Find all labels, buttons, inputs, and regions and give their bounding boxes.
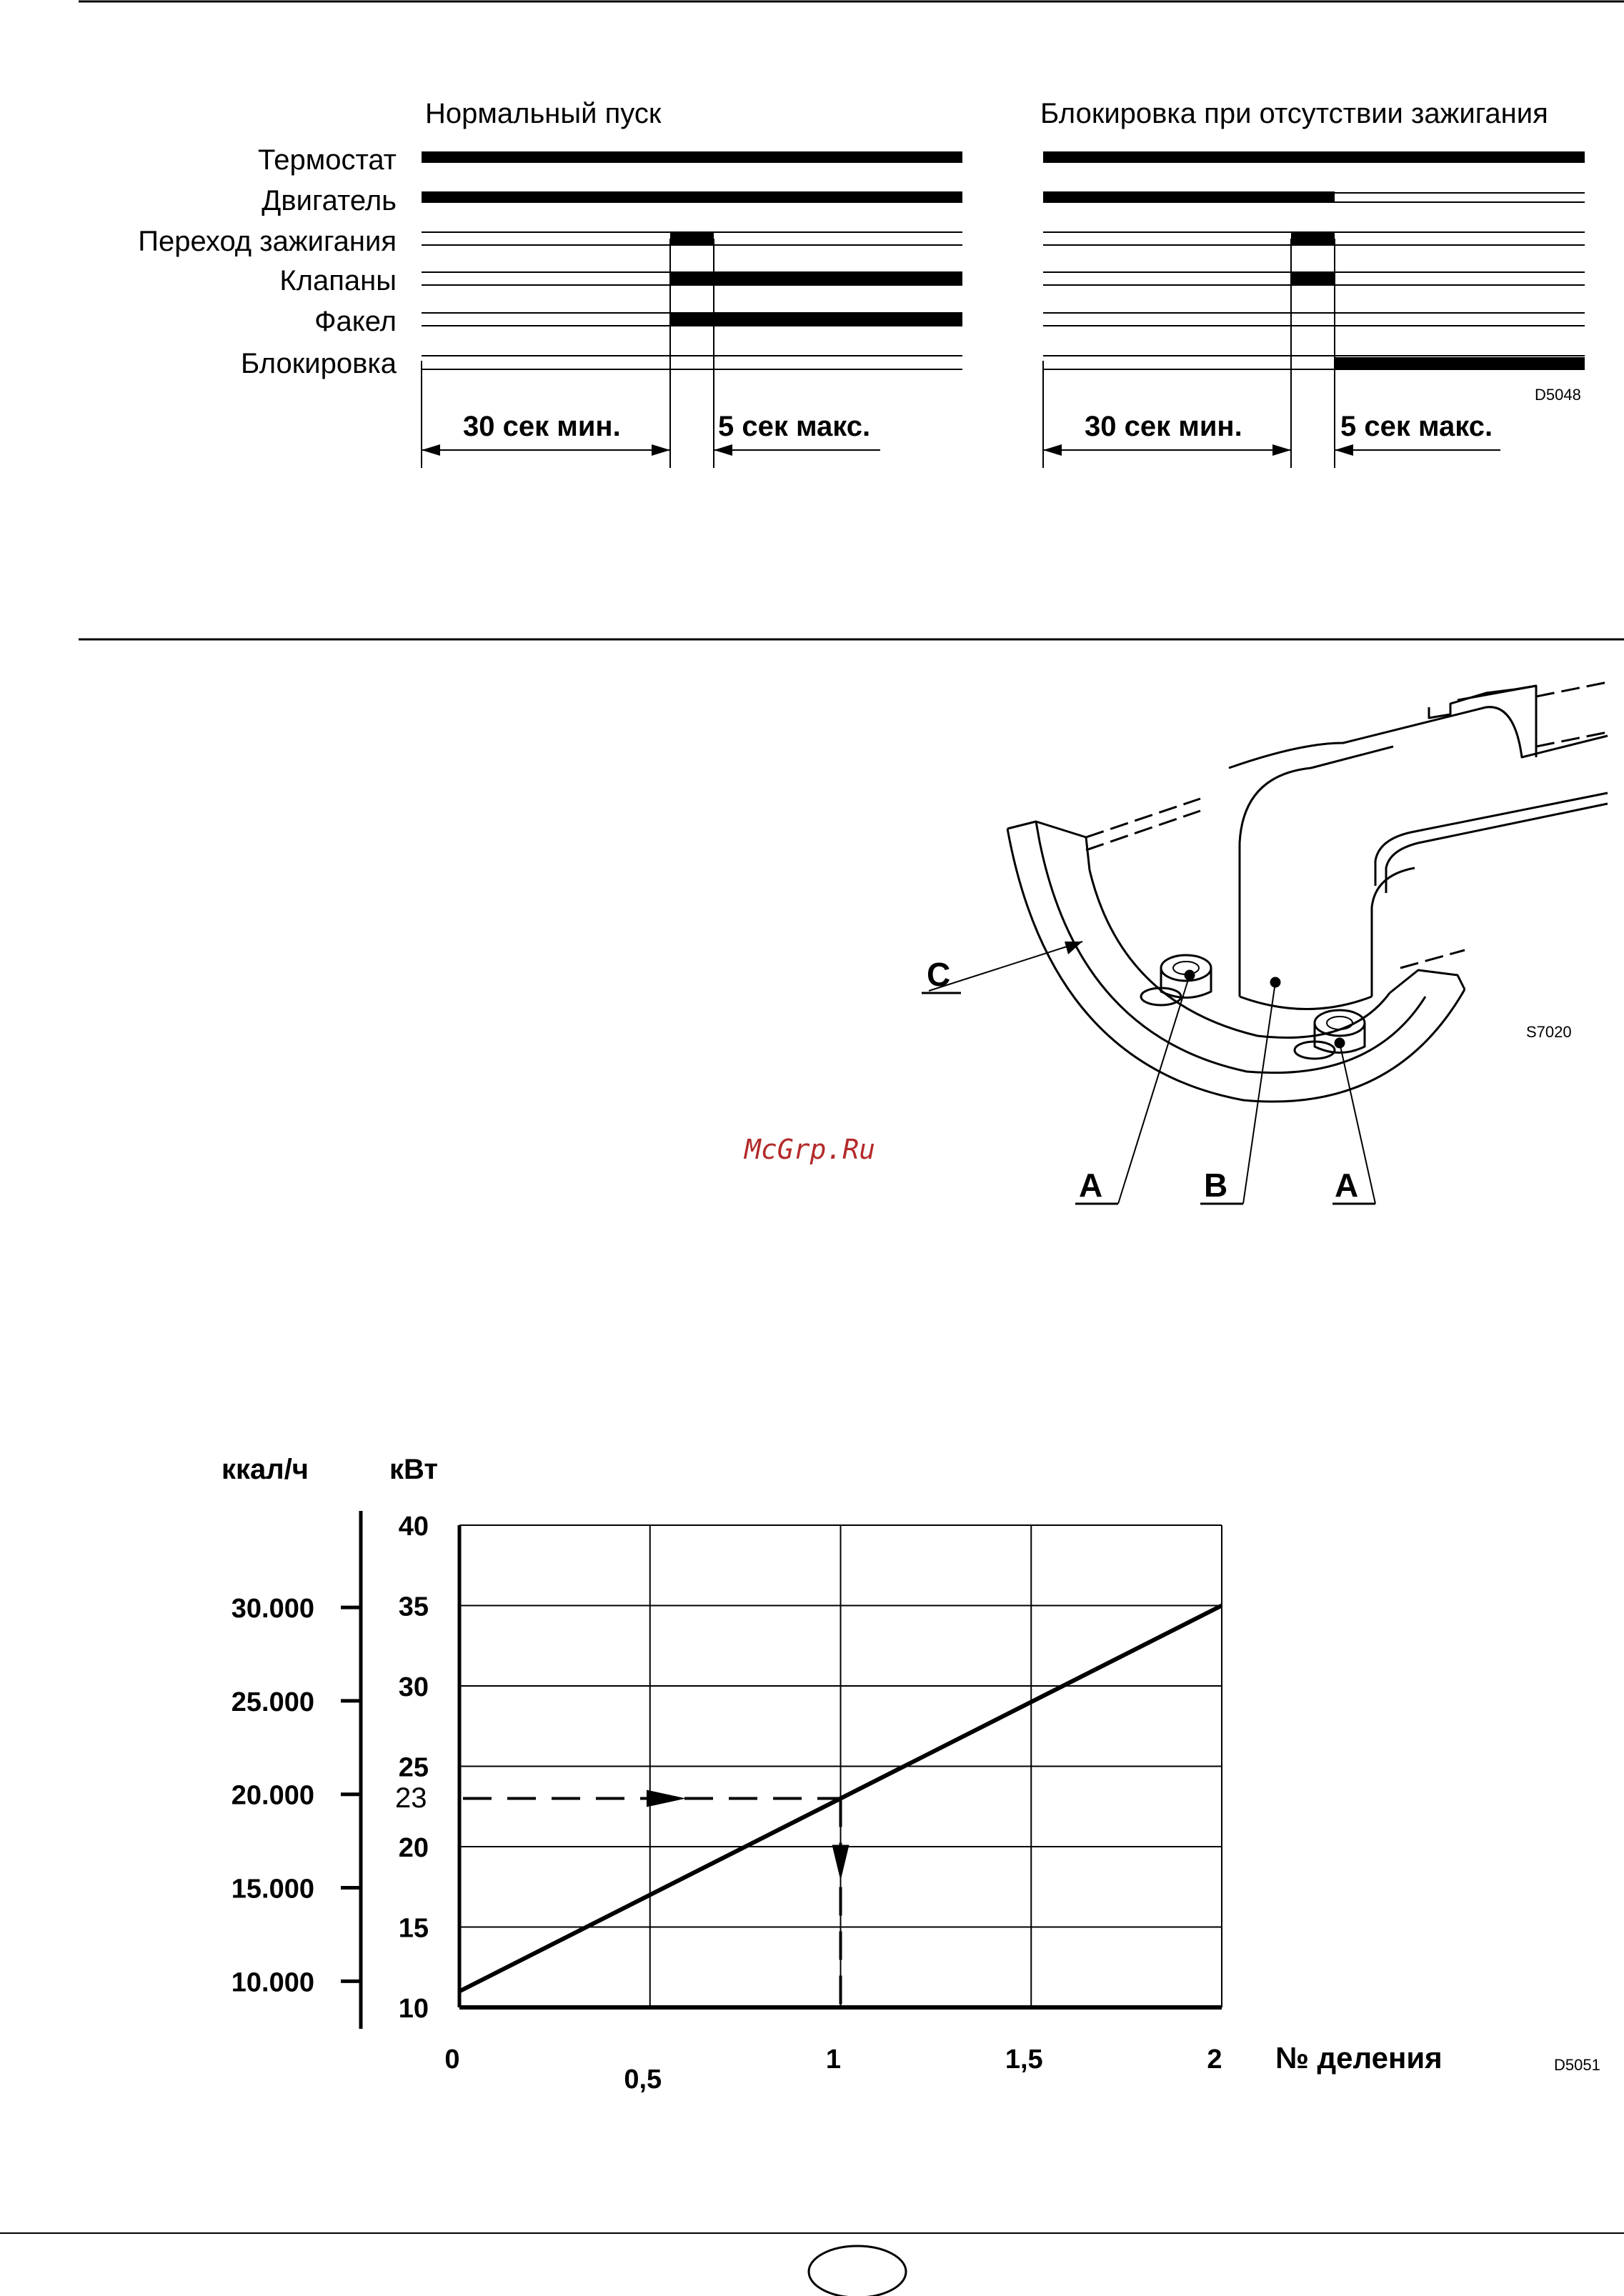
row-label-motor: Двигатель — [261, 185, 397, 216]
right-label-5s: 5 сек макс. — [1340, 411, 1493, 442]
row-label-flame: Факел — [314, 306, 397, 337]
x-tick-label-4: 2 — [1207, 2045, 1222, 2075]
figure-code: S7020 — [1526, 1023, 1572, 1041]
row-label-ignition: Переход зажигания — [138, 226, 397, 257]
timing-right-title: Блокировка при отсутствии зажигания — [1040, 98, 1548, 129]
trough-outer — [1007, 829, 1465, 1102]
chart-ylabel-right: кВт — [389, 1454, 438, 1485]
watermark: McGrp.Ru — [744, 1134, 876, 1165]
y-tick-label-kw-4: 30 — [398, 1672, 429, 1702]
elbow-pipe — [1240, 747, 1393, 997]
x-tick-label-1: 0,5 — [624, 2065, 662, 2095]
manifold — [1229, 707, 1608, 768]
row-label-thermostat: Термостат — [258, 144, 397, 176]
y-tick-label-kw-2: 20 — [398, 1833, 429, 1863]
chart-ylabel-left: ккал/ч — [221, 1454, 309, 1485]
burner-figure — [922, 682, 1608, 1204]
annotation-label: 23 — [395, 1782, 427, 1814]
x-tick-label-0: 0 — [444, 2045, 460, 2075]
annotation-h-arrow — [647, 1790, 686, 1807]
chart-code: D5051 — [1554, 2056, 1600, 2074]
timing-left-title: Нормальный пуск — [425, 98, 662, 129]
row-label-lockout: Блокировка — [240, 348, 397, 379]
kcal-tick-label-3: 25.000 — [231, 1687, 314, 1717]
kcal-tick-label-0: 10.000 — [231, 1967, 314, 1998]
kcal-tick-label-4: 30.000 — [231, 1594, 314, 1624]
kcal-tick-label-1: 15.000 — [231, 1874, 314, 1905]
annotation-v-arrow — [832, 1845, 850, 1881]
y-tick-label-kw-6: 40 — [398, 1512, 429, 1542]
chart — [221, 1454, 1600, 2095]
label-a-right: A — [1335, 1167, 1359, 1204]
label-c: C — [927, 956, 951, 993]
kcal-tick-label-2: 20.000 — [231, 1780, 314, 1811]
right-label-30s: 30 сек мин. — [1085, 411, 1242, 442]
left-label-30s: 30 сек мин. — [463, 411, 621, 442]
y-tick-label-kw-5: 35 — [398, 1592, 429, 1622]
row-label-valves: Клапаны — [279, 265, 397, 296]
label-b: B — [1204, 1167, 1228, 1204]
page-number-oval — [809, 2246, 906, 2296]
x-tick-label-2: 1 — [825, 2045, 842, 2075]
y-tick-label-kw-3: 25 — [398, 1752, 429, 1783]
y-tick-label-kw-0: 10 — [398, 1994, 429, 2024]
timing-diagram — [138, 98, 1585, 468]
label-a-left: A — [1079, 1167, 1103, 1204]
trough-inner — [1040, 842, 1425, 1073]
y-tick-label-kw-1: 15 — [398, 1913, 429, 1944]
x-tick-label-3: 1,5 — [1005, 2045, 1043, 2075]
chart-xlabel: № деления — [1275, 2041, 1443, 2075]
left-label-5s: 5 сек макс. — [718, 411, 871, 442]
timing-code: D5048 — [1535, 386, 1581, 404]
